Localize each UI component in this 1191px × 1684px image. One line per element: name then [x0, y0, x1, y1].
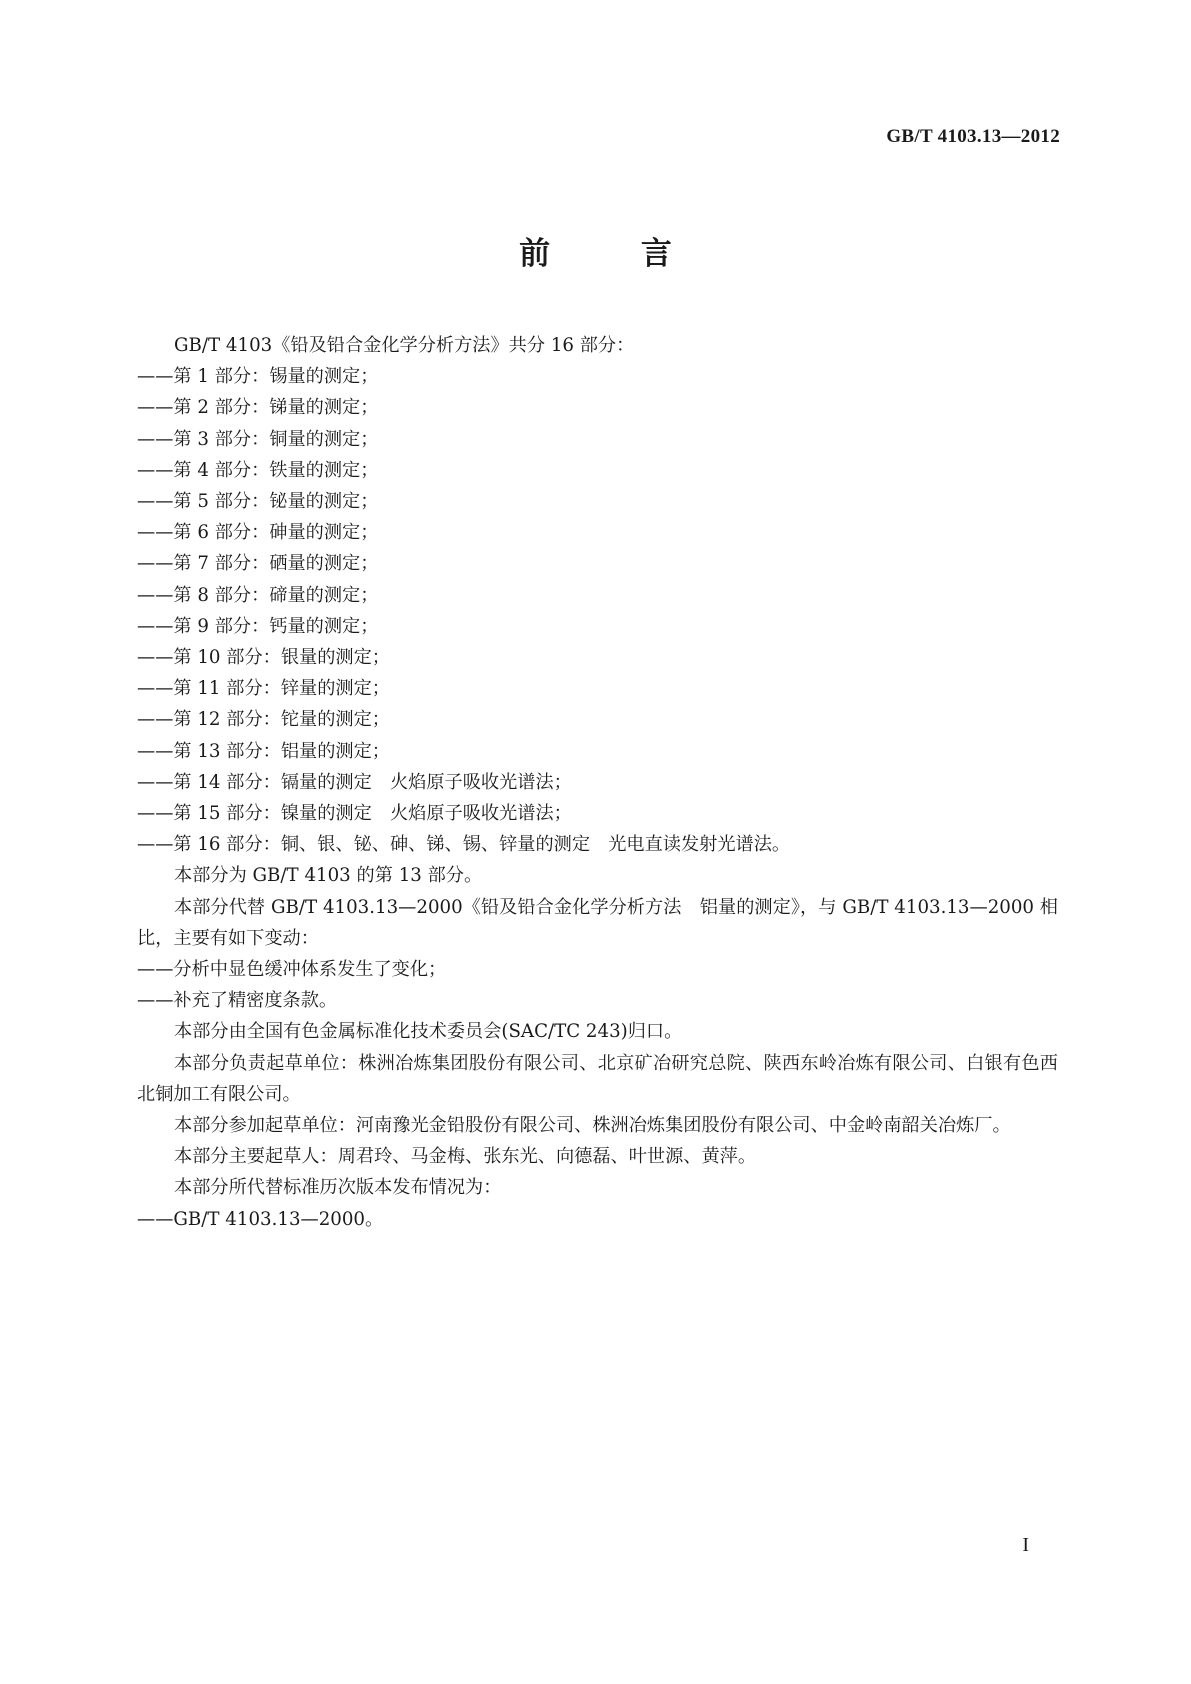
list-item: ——第 1 部分：锡量的测定；: [137, 366, 379, 388]
page-title: 前 言: [519, 236, 712, 272]
intro-paragraph: GB/T 4103《铅及铅合金化学分析方法》共分 16 部分：: [174, 335, 635, 356]
foreword-body: [137, 330, 1058, 1235]
participating-units-paragraph: 本部分参加起草单位：河南豫光金铅股份有限公司、株洲冶炼集团股份有限公司、中金岭南韶关冶炼厂。: [174, 1115, 1011, 1137]
list-item: ——第 7 部分：硒量的测定；: [137, 553, 379, 575]
list-item: ——第 13 部分：铝量的测定；: [137, 740, 390, 762]
replacement-paragraph: 本部分代替 GB/T 4103.13—2000《铅及铅合金化学分析方法 铝量的测定》，与 GB/T 4103.13—2000 相比，主要有如下变动：: [137, 896, 1058, 949]
drafters-paragraph: 本部分主要起草人：周君玲、马金梅、张东光、向德磊、叶世源、黄萍。: [174, 1146, 757, 1168]
list-item: ——第 14 部分：镉量的测定 火焰原子吸收光谱法；: [137, 771, 572, 793]
list-item: ——第 16 部分：铜、银、铋、砷、锑、锡、锌量的测定 光电直读发射光谱法。: [137, 834, 791, 856]
list-item: ——第 2 部分：锑量的测定；: [137, 397, 379, 419]
list-item: ——第 5 部分：铋量的测定；: [137, 491, 379, 513]
list-item: ——第 9 部分：钙量的测定；: [137, 615, 379, 637]
list-item: ——第 8 部分：碲量的测定；: [137, 584, 379, 606]
part-statement: 本部分为 GB/T 4103 的第 13 部分。: [174, 865, 483, 887]
change-item: ——分析中显色缓冲体系发生了变化；: [137, 959, 447, 981]
history-intro: 本部分所代替标准历次版本发布情况为：: [174, 1177, 502, 1199]
list-item: ——第 4 部分：铁量的测定；: [137, 459, 379, 481]
list-item: ——第 12 部分：铊量的测定；: [137, 709, 390, 731]
committee-paragraph: 本部分由全国有色金属标准化技术委员会(SAC/TC 243)归口。: [174, 1021, 683, 1043]
drafting-units-paragraph: 本部分负责起草单位：株洲冶炼集团股份有限公司、北京矿冶研究总院、陕西东岭冶炼有限公司、白银有色西北铜加工有限公司。: [137, 1052, 1058, 1105]
history-item: ——GB/T 4103.13—2000。: [137, 1208, 384, 1230]
list-item: ——第 3 部分：铜量的测定；: [137, 428, 379, 450]
list-item: ——第 10 部分：银量的测定；: [137, 647, 390, 669]
list-item: ——第 15 部分：镍量的测定 火焰原子吸收光谱法；: [137, 803, 572, 825]
change-item: ——补充了精密度条款。: [137, 990, 338, 1012]
standard-code: GB/T 4103.13—2012: [886, 126, 1060, 147]
list-item: ——第 11 部分：锌量的测定；: [137, 678, 390, 700]
page-number: I: [1022, 1534, 1029, 1556]
list-item: ——第 6 部分：砷量的测定；: [137, 522, 379, 544]
